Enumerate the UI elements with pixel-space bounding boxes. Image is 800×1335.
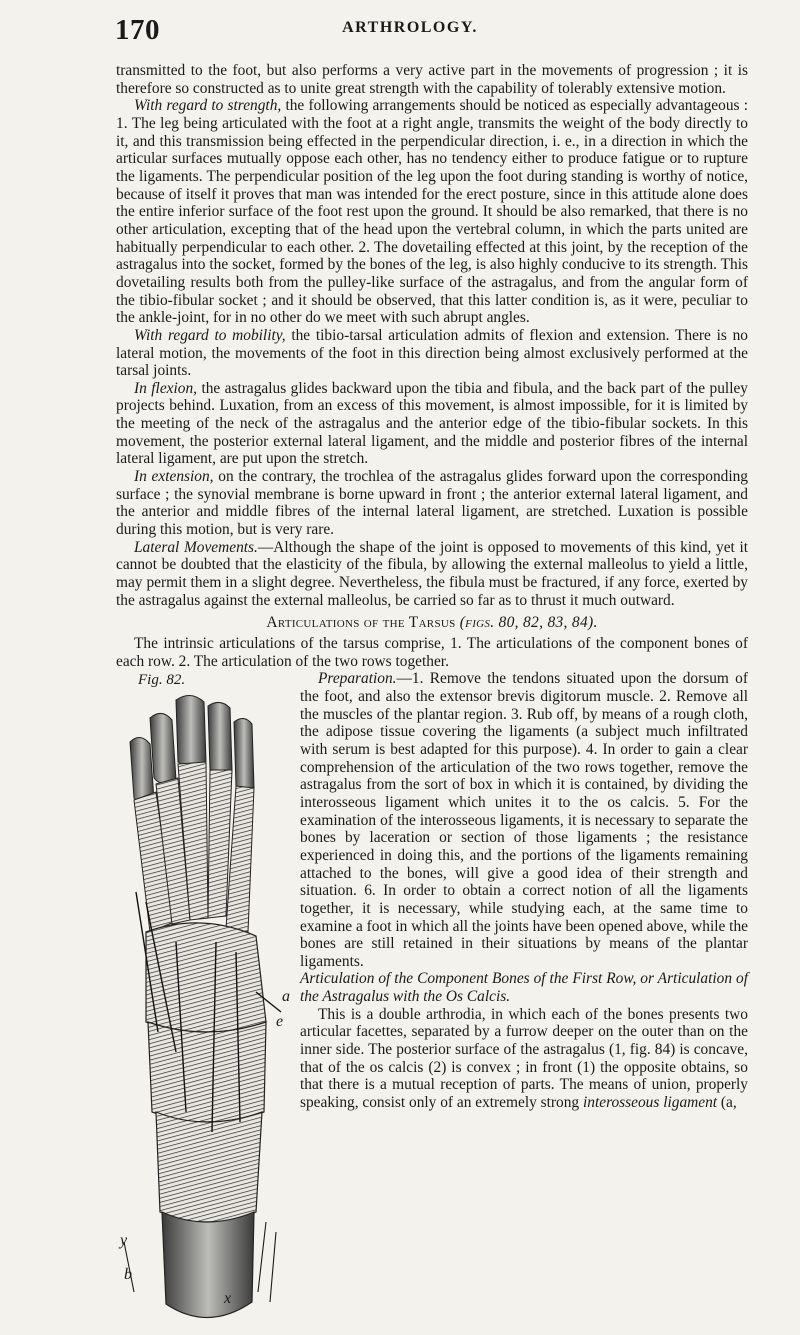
paragraph: In flexion, the astragalus glides backward upon the tibia and fibula, and the back part of the pulley projects behind. Luxation, from an excess of this movement, is almost impossible, for it is limited by the meeting of the neck of the astragalus and the anterior edge of the tibio-fibular sockets. In this movement, the posterior external lateral ligament, and the middle and posterior fibres of the internal lateral ligament, are put upon the stretch. (116, 379, 748, 468)
paragraph: This is a double arthrodia, in which each of the bones presents two articular facettes, separated by a furrow deeper on the outer than on the inner side. The posterior surface of the astragalus (1, fig. 84) is concave, that of the os calcis (2) is convex ; in front (1) the opposite obtains, so that there is a mutual reception of parts. The means of union, properly speaking, consist only of an extremely strong interosseous ligament (a, (300, 1005, 748, 1112)
page-number: 170 (115, 14, 160, 46)
paragraph: Lateral Movements.—Although the shape of the joint is opposed to movements of this kind, yet it cannot be doubted that the elasticity of the fibula, by allowing the external malleolus to yield a little, may permit them in a slight degree. Nevertheless, the fibula must be fractured, if any force, exerted by the astragalus against the external malleolus, be carried so far as to thrust it much outward. (116, 538, 748, 609)
label-b: b (124, 1266, 132, 1284)
paragraph: transmitted to the foot, but also performs a very active part in the movements of progression ; it is therefore so constructed as to unite great strength with the capability of tolerably extensive motion. (116, 62, 748, 97)
section-heading: Articulations of the Tarsus (figs. 80, 82, 83, 84). (266, 614, 598, 632)
figure-label: Fig. 82. (138, 672, 186, 689)
page-header (0, 0, 800, 50)
figure-82 (116, 670, 292, 1335)
paragraph: In extension, on the contrary, the trochlea of the astragalus glides forward upon the corresponding surface ; the synovial membrane is borne upward in front ; the anterior external lateral ligament, and the anterior and middle fibres of the internal lateral ligament, are stretched. Luxation is possible during this motion, but is very rare. (116, 468, 749, 539)
label-y: y (120, 1232, 128, 1250)
label-x: x (224, 1290, 232, 1308)
foot-ligaments-illustration (116, 692, 292, 1332)
body-text (116, 62, 748, 1335)
paragraph: The intrinsic articulations of the tarsus comprise, 1. The articulations of the component bones of each row. 2. The articulation of the two rows together. (116, 635, 748, 670)
running-title: ARTHROLOGY. (342, 19, 478, 36)
paragraph: Preparation.—1. Remove the tendons situated upon the dorsum of the foot, and also the extensor brevis digitorum muscle. 2. Remove all the muscles of the plantar region. 3. Rub off, by means of a rough cloth, the adipose tissue covering the ligaments (a subject much infiltrated with serum is best adapted for this purpose). 4. In order to gain a clear comprehension of the articulation of the two rows together, remove the astragalus from the sort of box in which it is contained, by dividing the interosseous ligament which unites it to the os calcis. 5. For the examination of the interosseous ligaments, it is necessary to separate the bones by laceration or section of those ligaments ; the resistance experienced in doing this, and the portions of the ligaments remaining attached to the bones, will give a good idea of their strength and situation. 6. In order to obtain a correct notion of all the ligaments together, it is necessary, while studying each, at the same time to examine a foot in which all the joints have been opened above, while the bones are still retained in their situations by means of the plantar ligaments. (300, 670, 748, 970)
paragraph: With regard to strength, the following arrangements should be noticed as especially advantageous : 1. The leg being articulated with the foot at a right angle, transmits the weight of the body directly to it, and this transmission being effected in the perpendicular direction, i. e., in a direction in which the articular surfaces mutually oppose each other, has no tendency either to produce fatigue or to rupture the ligaments. The perpendicular position of the leg upon the foot during standing is worthy of notice, because of itself it proves that man was intended for the erect posture, since in this attitude alone does the entire inferior surface of the foot rest upon the ground. It should be also remarked, that there is no other articulation, excepting that of the head upon the vertebral column, in which the parts united are habitually perpendicular to each other. 2. The dovetailing effected at this joint, by the reception of the astragalus into the socket, formed by the bones of the leg, is also highly conducive to its strength. This dovetailing results both from the pulley-like surface of the astragalus, and from the angular form of the tibio-fibular socket ; and it should be observed, that this latter condition is, as it were, peculiar to the ankle-joint, for in no other do we meet with such abrupt angles. (116, 97, 748, 327)
label-e: e (276, 1013, 284, 1031)
subheading: Articulation of the Component Bones of the First Row, or Articulation of the Astragalus with the Os Calcis. (300, 970, 748, 1006)
paragraph: With regard to mobility, the tibio-tarsal articulation admits of flexion and extension. There is no lateral motion, the movements of the foot in this direction being almost exclusively performed at the tarsal joints. (116, 326, 748, 380)
tarsus (146, 923, 266, 1222)
label-a: a (282, 988, 290, 1006)
heel (162, 1212, 254, 1318)
